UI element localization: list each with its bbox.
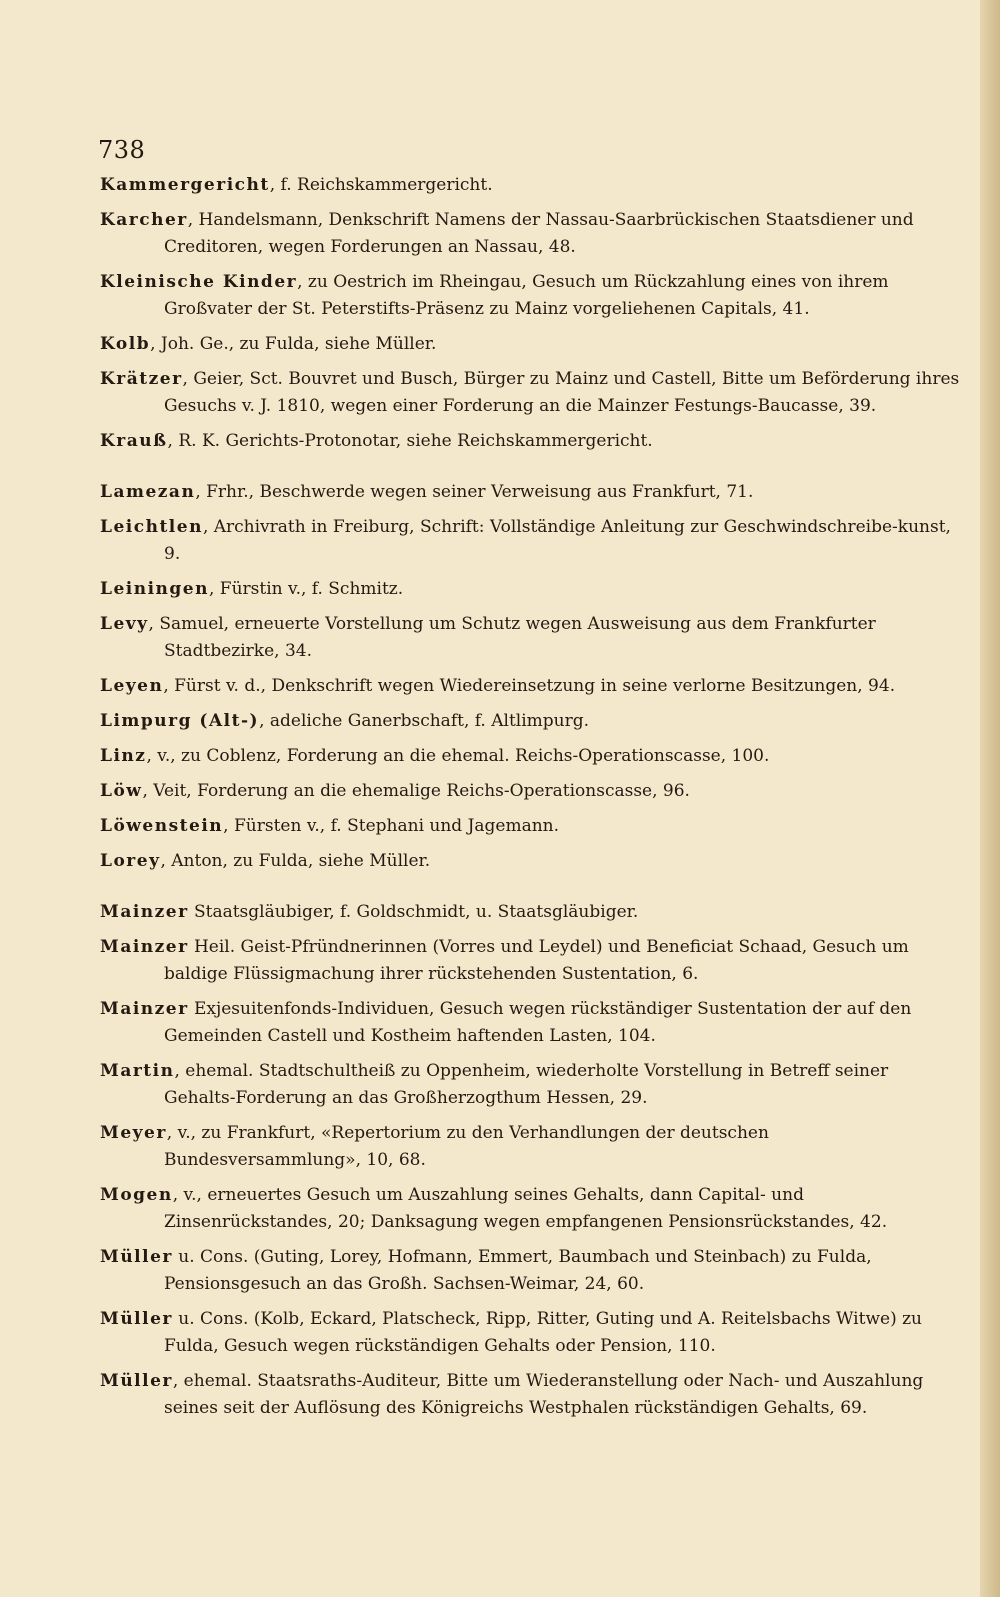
index-entries [100, 172, 960, 1430]
index-entry [100, 1306, 960, 1360]
entry-text: , Samuel, erneuerte Vorstellung um Schutz wegen Ausweisung aus dem Frankfurter Stadtbezirke, 34. [148, 614, 876, 661]
page-number: 738 [98, 136, 146, 164]
entry-text: , R. K. Gerichts-Protonotar, siehe Reichskammergericht. [167, 431, 653, 451]
entry-heading: Kolb [100, 334, 151, 354]
entry-heading: Müller [100, 1247, 173, 1267]
entry-heading: Müller [100, 1309, 173, 1329]
entry-text: u. Cons. (Guting, Lorey, Hofmann, Emmert, Baumbach und Steinbach) zu Fulda, Pensionsgesuch an das Großh. Sachsen-Weimar, 24, 60. [164, 1247, 872, 1294]
entry-heading: Martin [100, 1061, 175, 1081]
entry-text: Heil. Geist-Pfründnerinnen (Vorres und Leydel) und Beneficiat Schaad, Gesuch um baldige Flüssigmachung ihrer rückstehenden Sustentation, 6. [164, 937, 909, 984]
entry-heading: Lamezan [100, 482, 196, 502]
entry-text: , Fürstin v., f. Schmitz. [208, 579, 404, 599]
index-entry [100, 848, 960, 875]
index-entry [100, 1058, 960, 1112]
entry-text: , ehemal. Staatsraths-Auditeur, Bitte um Wiederanstellung oder Nach- und Auszahlung seines seit der Auflösung des Königreichs Westphalen rückständigen Gehalts, 69. [164, 1371, 924, 1418]
entry-text: , v., zu Coblenz, Forderung an die ehemal. Reichs-Operationscasse, 100. [146, 746, 770, 766]
entry-text: , Handelsmann, Denkschrift Namens der Nassau-Saarbrückischen Staatsdiener und Creditoren, wegen Forderungen an Nassau, 48. [164, 210, 914, 257]
index-section-k [100, 172, 960, 455]
entry-heading: Mainzer [100, 937, 189, 957]
entry-text: , Joh. Ge., zu Fulda, siehe Müller. [150, 334, 437, 354]
index-entry [100, 1244, 960, 1298]
entry-heading: Meyer [100, 1123, 167, 1143]
index-entry [100, 934, 960, 988]
entry-heading: Kammergericht [100, 175, 270, 195]
entry-heading: Mainzer [100, 902, 189, 922]
entry-text: , Frhr., Beschwerde wegen seiner Verweisung aus Frankfurt, 71. [195, 482, 754, 502]
index-entry [100, 1120, 960, 1174]
index-entry [100, 514, 960, 568]
entry-text: , Geier, Sct. Bouvret und Busch, Bürger zu Mainz und Castell, Bitte um Beförderung ihres Gesuchs v. J. 1810, wegen einer Forderung an die Mainzer Festungs-Baucasse, 39. [164, 369, 960, 416]
entry-text: , Veit, Forderung an die ehemalige Reichs-Operationscasse, 96. [142, 781, 690, 801]
entry-text: u. Cons. (Kolb, Eckard, Platscheck, Ripp, Ritter, Guting und A. Reitelsbachs Witwe) zu Fulda, Gesuch wegen rückständigen Gehalts oder Pension, 110. [164, 1309, 923, 1356]
index-entry [100, 778, 960, 805]
entry-heading: Limpurg (Alt-) [100, 711, 260, 731]
index-entry [100, 673, 960, 700]
entry-heading: Kleinische Kinder [100, 272, 298, 292]
entry-text: , Archivrath in Freiburg, Schrift: Vollständige Anleitung zur Geschwindschreibe-kunst, 9. [164, 517, 951, 564]
entry-heading: Löw [100, 781, 143, 801]
index-entry [100, 996, 960, 1050]
entry-text: , v., zu Frankfurt, «Repertorium zu den Verhandlungen der deutschen Bundesversammlung», 10, 68. [164, 1123, 769, 1170]
index-section-m [100, 899, 960, 1422]
index-entry [100, 269, 960, 323]
entry-heading: Mainzer [100, 999, 189, 1019]
entry-text: , ehemal. Stadtschultheiß zu Oppenheim, wiederholte Vorstellung in Betreff seiner Gehalts-Forderung an das Großherzogthum Hessen, 29. [164, 1061, 889, 1108]
entry-heading: Krätzer [100, 369, 183, 389]
index-entry [100, 1182, 960, 1236]
index-entry [100, 428, 960, 455]
entry-text: , f. Reichskammergericht. [269, 175, 493, 195]
entry-heading: Mogen [100, 1185, 173, 1205]
index-entry [100, 172, 960, 199]
index-entry [100, 899, 960, 926]
index-entry [100, 331, 960, 358]
entry-text: , Fürst v. d., Denkschrift wegen Wiedereinsetzung in seine verlorne Besitzungen, 94. [163, 676, 896, 696]
index-entry [100, 366, 960, 420]
entry-heading: Löwenstein [100, 816, 224, 836]
entry-heading: Levy [100, 614, 149, 634]
entry-text: Staatsgläubiger, f. Goldschmidt, u. Staatsgläubiger. [188, 902, 639, 922]
index-entry [100, 207, 960, 261]
index-entry [100, 708, 960, 735]
index-entry [100, 743, 960, 770]
entry-heading: Müller [100, 1371, 173, 1391]
entry-heading: Lorey [100, 851, 161, 871]
index-entry [100, 1368, 960, 1422]
entry-heading: Linz [100, 746, 147, 766]
index-entry [100, 479, 960, 506]
entry-text: , Fürsten v., f. Stephani und Jagemann. [223, 816, 560, 836]
index-entry [100, 576, 960, 603]
entry-heading: Karcher [100, 210, 188, 230]
page-edge-shadow [980, 0, 1000, 1597]
entry-text: , adeliche Ganerbschaft, f. Altlimpurg. [259, 711, 590, 731]
index-entry [100, 813, 960, 840]
entry-text: , zu Oestrich im Rheingau, Gesuch um Rückzahlung eines von ihrem Großvater der St. Peterstifts-Präsenz zu Mainz vorgeliehenen Capitals, 41. [164, 272, 889, 319]
entry-heading: Leichtlen [100, 517, 203, 537]
entry-heading: Krauß [100, 431, 168, 451]
entry-text: , Anton, zu Fulda, siehe Müller. [160, 851, 431, 871]
entry-heading: Leiningen [100, 579, 209, 599]
entry-text: Exjesuitenfonds-Individuen, Gesuch wegen rückständiger Sustentation der auf den Gemeinden Castell und Kostheim haftenden Lasten, 104. [164, 999, 912, 1046]
index-section-l [100, 479, 960, 875]
entry-heading: Leyen [100, 676, 164, 696]
entry-text: , v., erneuertes Gesuch um Auszahlung seines Gehalts, dann Capital- und Zinsenrückstandes, 20; Danksagung wegen empfangenen Pensionsrückstandes, 42. [164, 1185, 888, 1232]
index-entry [100, 611, 960, 665]
